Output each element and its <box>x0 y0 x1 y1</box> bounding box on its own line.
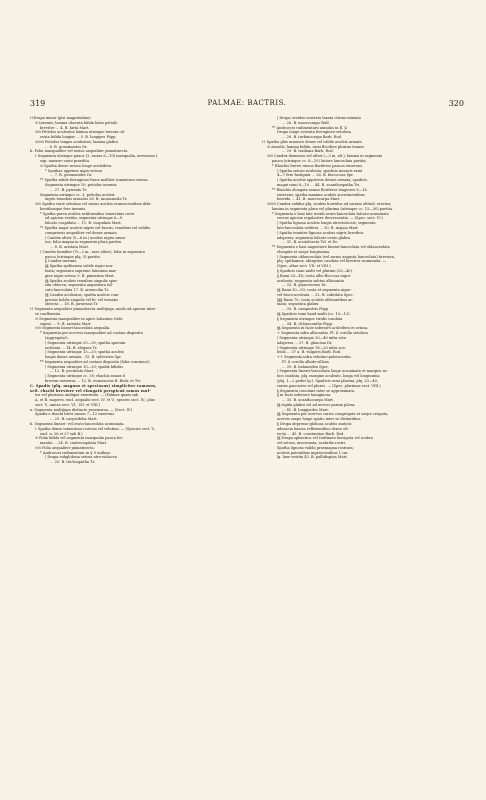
key-line: ** Spatha major aculeis nigris vel fusciis, tenuibus vel validis, <box>40 225 152 230</box>
key-line: * Spathae apprime nigro-setosa <box>45 168 102 173</box>
key-line: ** Spatha nitide ferrugineo-fusca molliter tomentoso-setosa. <box>40 178 149 183</box>
key-line: ⊙⊙ Candex demissus vel altior (—3 m. alt.); lamina in segmenta <box>267 154 383 159</box>
key-line: vel fusco-aculeata … 32. B. subtiluta Spec. <box>277 292 354 297</box>
key-line: pauca (utrinque plq. 3) partita. <box>45 254 101 259</box>
key-line: elongata et saepe longissima. <box>277 249 331 254</box>
key-line: a. Segmenta multijuga distincte praemorsa. — (Sect. IV.) <box>30 407 133 412</box>
key-line: §§ Spadicis rami haud multi (cc. 10—12). <box>277 312 351 317</box>
key-line: … 26. B. macrocarpa Wall. <box>282 120 330 125</box>
key-line: Spadix e rhachi brevi ramos 7—12 exserens <box>35 412 115 417</box>
key-line: | Segmenta utrinque 10—20; spadix bifidus <box>45 364 123 369</box>
key-line: + Segmenta infra albicantia. Fl. ♀ corolla setulosa. <box>277 331 369 336</box>
key-line: Fl. ♀ corolla albido-villosa <box>282 359 329 364</box>
key-line: A. et B. majores, excl. aequalis sect. IV. et V.; species sect. IV., plur. <box>35 398 156 403</box>
key-line: §§ Drupa sphaerica vel turbinata laevigata vel scabra <box>277 436 373 441</box>
key-line: Spatha lignosa valida praemagna rostrata; <box>277 445 354 450</box>
key-line: late-lanceolata setifera … 30. B. majaia Mart. <box>277 225 359 230</box>
key-line: ⊙⊙ Petioles aculeatus lamina utrinque hirsuta ob- <box>35 130 126 135</box>
key-line: … 39. B. balanoidea Spec. <box>282 364 330 369</box>
key-line: aculeata … 14. B. elegans Tr. <box>45 345 98 350</box>
key-line: § Rami 20—40; costa albo-floccosa nigro- <box>277 273 352 278</box>
key-line: (Spec. altae sect. VII. et VIII.) <box>277 264 331 269</box>
key-line: * Segmenta e basi late sessili ovato-lanceolata falcato-acuminata <box>272 211 389 216</box>
key-line: excl. n. 26 et 27 sub B.) <box>40 431 83 436</box>
key-line: … 41. B. longipedes Mart. <box>282 407 329 412</box>
key-line: obtecta … 18. B. juruensis Tr. <box>45 302 99 307</box>
right-page-number: 320 <box>448 99 464 108</box>
key-line: tico caudata, plq. margine aculeato, longa vel longissima <box>277 374 380 379</box>
key-line: … 35. B. campestris Pöpp. <box>282 307 330 312</box>
key-line: exserens; spatha maxima aculeis acerrimentibus <box>277 192 365 197</box>
key-line: ** Segmenta aequaliter ad costam disposita (folia concinna!). <box>40 359 151 364</box>
key-line: | Spatha lignosa aculeis longis atroviolaceis; segmenta <box>277 221 376 226</box>
key-line: ++ Segmenta infra velutino-pubescentia. <box>277 355 352 360</box>
key-line: ⊙⊙⊙ Petiolus longus aculeatus; lamina glabra <box>35 139 118 144</box>
key-line: * Rhachis brevis ramos floriferos paucos exserens. <box>272 163 364 168</box>
key-line: cato-lanceolata 17. B. arenicolia Tr. <box>45 288 109 293</box>
key-line: ⊙ Segmenta inaequaliter in apice latissima (vide <box>35 316 123 321</box>
key-line: | Spatha aculeis appressis densis armata; spadicis <box>277 178 368 183</box>
key-line: adspersa; segmenta falcato-ovato glabra <box>277 235 351 240</box>
key-line: breviter … 4. B. hirta Mart. <box>40 125 90 130</box>
key-line: †† Spatha plus minusve dense vel valide aculeis armata. <box>262 139 363 144</box>
key-line: brevem exserens … 12. B. evanescens B. Rodr. et Tri. <box>45 378 142 383</box>
key-line: ⊙ Folia bifida vel segmenta inaequalia pauca for- <box>35 436 124 441</box>
key-line: ** Rhachis elongata ramos floriferos longiores 8—16 <box>272 187 367 192</box>
key-line: * Segmenta per acervos inaequaliter ad costam disposita <box>40 331 143 336</box>
key-line: §§ Spatha aculeis tenuibus singulis spar- <box>45 278 118 283</box>
key-line: 4—7 fere fastigiati … 26. B. fuscocosa Spr. <box>277 173 354 178</box>
key-line: … 31. B. acutofoecta Trl. et Dr. <box>282 240 338 245</box>
key-line: ⊙ Spatha dense setoso longe aculeifera. <box>40 163 113 168</box>
key-line: ⊙⊙ Spatha varie setulosa vel rarius aculeis evanescentibus dela- <box>35 202 152 207</box>
key-line: ** Segmenta e basi angustiore lineari-lanceolata vel oblanceolata <box>272 245 390 250</box>
key-line: rarius pauciores vel plures. — (Spec. plurimae sect. VIII.) <box>277 383 381 388</box>
key-line: pressis boldis singulis vel bi- vel ternatis <box>45 297 119 302</box>
page-header <box>30 99 464 113</box>
key-line: | Segmenta lineari-lanceolata longe acuminata et margine ar- <box>277 369 388 374</box>
key-line: adnascia hamos reflexentibus dense ob- <box>277 426 349 431</box>
key-line: §§ Rami 30—50; costa et segmenta nigro- <box>277 288 352 293</box>
key-line: nigris tenuibus armatus 28. B. incommoda Tr. <box>45 197 128 202</box>
key-line: versus apicem regulariter decrescentia. — (Spec. sect. VI.) <box>277 216 384 221</box>
key-line: sim obtecta; segmenta angustiora fal- <box>45 283 113 288</box>
key-line: … 29. B. trailiana Barb. Rod. <box>282 149 334 154</box>
key-line: … 12. B. pectinata Mart. <box>50 369 95 374</box>
key-line: § Segmenta utrinque viridis condata <box>277 316 343 321</box>
key-line: § Candex inermis. <box>45 259 78 264</box>
key-line: leida … 37 a. B. vulgaris Barb. Rod. <box>277 350 342 355</box>
key-line: se confluentia. <box>35 312 62 317</box>
key-line: ** Androecei rudimentarii annulus in fl. ♀. <box>272 125 349 130</box>
key-line: longis dense armata . 15. B. sylvestris Spr. <box>45 355 122 360</box>
key-line: §§ Candex aculeatus; spatha aculeis com- <box>45 292 120 297</box>
key-line: * Androecei rudimentum in ♀ 0 nullum. <box>40 450 111 455</box>
key-line: tus; folia magna in segmenta plura partita <box>45 240 122 245</box>
key-line: ⊙⊙ Folia aequaliter pinnatisecta. <box>35 445 95 450</box>
key-line: | Segmenta utrinque 30—40 infra seta <box>277 335 346 340</box>
key-line: | Segmenta utrinque 20—30; spatha sparsim <box>45 340 126 345</box>
key-line: bentibusque fere inermis. <box>40 206 87 211</box>
key-line: … 28. B. turbinocarpa Barb. Rod. <box>282 135 342 140</box>
key-line: (plq. 1—2 pedes lg.). Spadicis rami plurimi, plq. 20—40, <box>277 378 378 383</box>
key-line: aculeis patentibus nigrescentibus 1 cm. <box>277 450 349 455</box>
key-line: † Segmenta utrinque pauca (3, rarius 6—10) inaequalia, nervorum l. <box>35 154 159 159</box>
key-line: | Candex humilior (½—2 m., raro altior); folia in segmenta <box>40 249 145 254</box>
key-line: ⊙ Anoulis; lamina bifida; rami flocifere plurimi tenues <box>267 144 365 149</box>
key-line: §§ Segmenta in facie inferiore aculeifera et setosa. <box>277 326 369 331</box>
key-line: mantia … 24. B. cuatrocapitata Mart. <box>40 441 108 446</box>
key-line: … 6. B. gonomontos Dr. <box>45 144 88 149</box>
key-line: … 35. B. acanthocarpa Mart. <box>282 398 334 403</box>
key-line: supra) … 8. B. aristata Mart. <box>40 321 92 326</box>
key-line: tecta … 43. B. constantiae Barb. Rod. <box>277 431 345 436</box>
key-line: | Spatha tenuiter lignosa aculeis nigris brevibus <box>277 230 364 235</box>
key-line: magni rami 8—10 … 44. B. acanthospatha Tri. <box>277 182 361 187</box>
key-line: | Drupa subglobosa setosa atro-violacea <box>45 455 117 460</box>
key-line: § Segmenta concinne inter se approximata, <box>277 388 356 393</box>
key-line: ††Drupa minor (pisi magnitudine). <box>30 116 92 120</box>
key-line: †† Segmenta aequaliter pinnatisecta multijuga, modo ad apicem inter <box>30 307 156 312</box>
key-line: … 34. B. chloracantha Pöpp. <box>282 321 334 326</box>
key-line: gine nigro-setoso 9. B. pinnatum Mart. <box>45 273 115 278</box>
key-line: … 33. B. glaucescens Dr. <box>282 283 327 288</box>
key-line: … 25. B. caryotifolia Mart. <box>50 417 98 422</box>
key-line: plq. spithamea, abruptius caudata vel breviter acuminata. — <box>277 259 387 264</box>
key-line: … 25. B. trichospatha Tr. <box>50 460 95 465</box>
key-line: † Spatha dense tomentoso-cortosa vel velutina. — (Species sect. V., <box>35 426 156 431</box>
key-line: horrida … 41. B. macrocarpa Mart. <box>277 197 341 202</box>
key-line: tos vel plurimos undique exserente. — (Palmae quam sub <box>35 393 139 398</box>
key-line: mata; segmenta glabra <box>277 302 319 307</box>
right-column <box>262 116 465 460</box>
key-line: … 7. B. gnomonides Dr. <box>50 173 93 178</box>
key-line: §§ rigida glabra vel ad nervos parum pilosa <box>277 402 355 407</box>
key-line: §§§ Rami 70; costa aculeis albicantibus ar- <box>277 297 354 302</box>
key-line: §§ Spatha spithamea valide nigro-acu- <box>45 264 114 269</box>
key-line: | Segmenta utrinque 15—20; spatha aculeis <box>45 350 124 355</box>
key-line: sup. numero vario praedita. <box>40 159 91 164</box>
key-line: Drupa longe rostrata ferrugineo-setulosa <box>277 130 351 135</box>
key-line: ad apicem vestita; segmenta utrinque 6—8 <box>45 216 123 221</box>
running-title: PALMAE: BACTRIS. <box>207 99 287 107</box>
key-line: acervis saepe longe spatio inter se distantibus. <box>277 417 362 422</box>
key-line: leata; segmenta supreme latissima mar- <box>45 269 118 273</box>
key-line: §§ Segmenta per acervos varios congregata et saepe crispata, <box>277 412 389 417</box>
key-line: lg. laxe vestita 43. B. pallidispina Mart. <box>277 455 348 460</box>
key-line: pauca (utrinque cc. 8—10) latiore lanceolata partita. <box>272 159 367 164</box>
key-line: … 27. B. pyrenda Tr. <box>50 187 87 192</box>
key-line: | Spatha setoso-aculeata; spadicis minoris rami <box>277 168 363 173</box>
key-line: (aggregata!). <box>45 335 69 340</box>
key-line: ⊙⊙⊙ Candex validus plq. aculeis horridus ad varium altitud. erectus; <box>267 202 392 207</box>
key-line: | Candex altior (5—6 m.) aculeis nigris arma- <box>45 235 126 240</box>
key-line: Segmenta utrinque cc. 3; petiolus aculeis <box>40 192 115 197</box>
key-line: … 8. B. aristata Mart. <box>50 245 90 250</box>
key-line: scil. rhachi breviore vel elongatâ perspicuâ ramos mul- <box>30 388 151 393</box>
key-line: falcato cuspidata … 11. B. cuspidata Mart. <box>45 221 122 226</box>
key-line: § Spadicis rami multi vel plurimi (20—40). <box>277 269 354 273</box>
key-line: vel setosa, mucronata, scabrilis rostri. <box>277 441 346 446</box>
key-line: | Segmenta oblanceolata (vel rarius angusta lanceolata) breviora, <box>277 254 396 259</box>
key-line: b. Segmenta lineari- vel ovato-lanceolata acuminata. <box>30 422 125 426</box>
key-line: ⊙ Inermis; lamina obovata bifida hirta petiolo <box>35 120 118 125</box>
key-line: | Segmenta utrinque cc. 30; rhachis ramos 8 <box>45 374 126 379</box>
key-line: adspersa … 37. B. glaucina Dr. <box>277 340 333 345</box>
key-line: ovata bifida longior … 5. B. longipes Pöpp. <box>40 135 117 140</box>
key-line: | Drupa ovoideo-rostrata laxata citrino-miniata <box>277 116 361 120</box>
key-line: * Spatha parva aculeis setiformibus tenerrimis certe <box>40 211 135 216</box>
key-line: aculeata; segmenta subtus albicantia <box>277 278 344 283</box>
key-line: § in facie inferiore lanuginosa <box>277 393 331 398</box>
key-line: sect. V., annes sect. VI., VII. et VIII.) <box>35 402 101 407</box>
key-line: § Drupa depresso-globosa aculeis muticis <box>277 422 352 426</box>
key-line: compressis aequaliter vel dense armata. <box>45 230 118 235</box>
key-line: Segmenta utrinque 10; petiolus inermis <box>45 182 117 187</box>
key-line: C. Spadix (plq. magnus et speciosus) simpliciter ramosus, <box>30 383 157 388</box>
key-line: | Segmenta utrinque 18—20 infra aca- <box>277 345 346 350</box>
left-page-number: 319 <box>30 99 46 108</box>
left-column <box>30 116 233 465</box>
key-line: ⊙⊙ Segmenta lineari-lanceolata aequalia. <box>35 326 111 331</box>
key-line: b. Folia inaequaliter vel rarius aequaliter pinnatisecta. <box>30 149 129 154</box>
key-line: lamina in segmenta plura vel plurima (utrinque cc. 15—50) partita. <box>272 206 394 211</box>
